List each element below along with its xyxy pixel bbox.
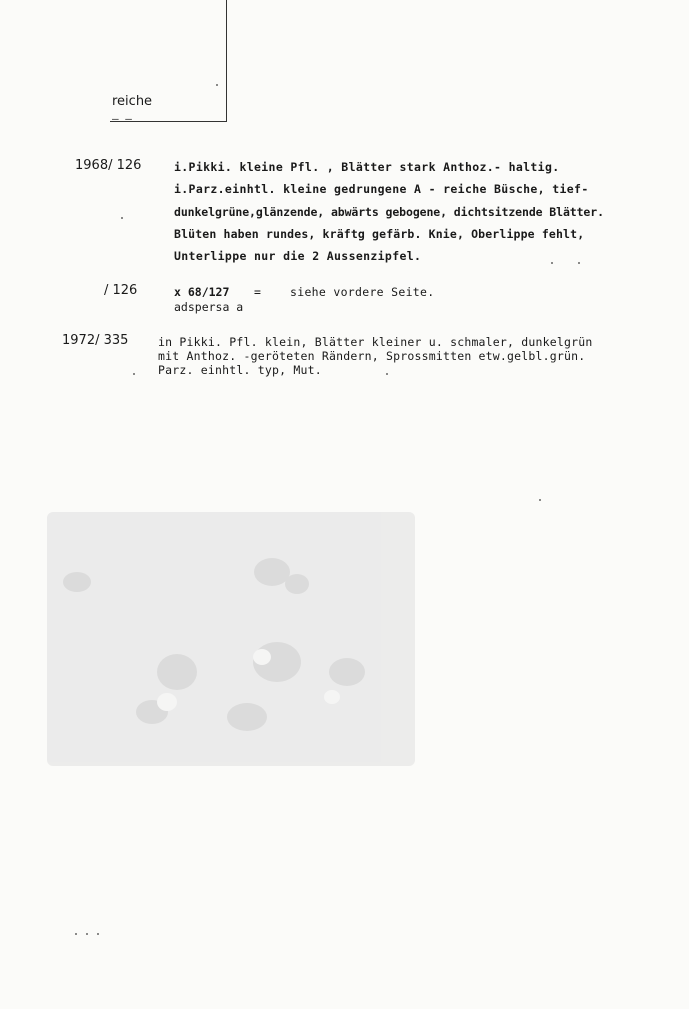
cross-parents: x 68/127	[174, 285, 230, 299]
speckle	[551, 262, 553, 264]
fragment-word: reiche	[112, 94, 153, 109]
speckle	[386, 373, 388, 375]
cross-note: siehe vordere Seite.	[290, 285, 435, 299]
bleed-through-photo	[47, 512, 415, 766]
fragment-cut-text: — —	[112, 114, 132, 122]
speckle	[97, 933, 99, 935]
entry-date: 1968/ 126	[75, 158, 142, 173]
speckle	[133, 373, 135, 375]
plant-silhouettes	[47, 512, 415, 766]
entry-line: mit Anthoz. -geröteten Rändern, Sprossmitten etw.gelbl.grün.	[158, 349, 586, 363]
entry-date: 1972/ 335	[62, 333, 129, 348]
speckle	[75, 933, 77, 935]
speckle	[86, 933, 88, 935]
equals-sign: =	[254, 285, 261, 299]
entry-line: i.Parz.einhtl. kleine gedrungene A - reiche Büsche, tief-	[174, 182, 589, 196]
speckle	[539, 499, 541, 501]
speckle	[121, 217, 123, 219]
entry-date: / 126	[104, 283, 138, 298]
entry-line: dunkelgrüne,glänzende, abwärts gebogene, dichtsitzende Blätter.	[174, 205, 604, 219]
entry-line: Blüten haben rundes, kräftg gefärb. Knie, Oberlippe fehlt,	[174, 227, 585, 241]
entry-line: in Pikki. Pfl. klein, Blätter kleiner u. schmaler, dunkelgrün	[158, 335, 593, 349]
fragment-border-vertical	[226, 0, 227, 122]
entry-line: Unterlippe nur die 2 Aussenzipfel.	[174, 249, 422, 263]
speckle	[578, 262, 580, 264]
bleed-through-number	[578, 74, 586, 104]
entry-line: Parz. einhtl. typ, Mut.	[158, 363, 322, 377]
entry-line: i.Pikki. kleine Pfl. , Blätter stark Anthoz.- haltig.	[174, 160, 560, 174]
speckle	[216, 84, 218, 86]
cross-sub: adspersa a	[174, 300, 244, 314]
